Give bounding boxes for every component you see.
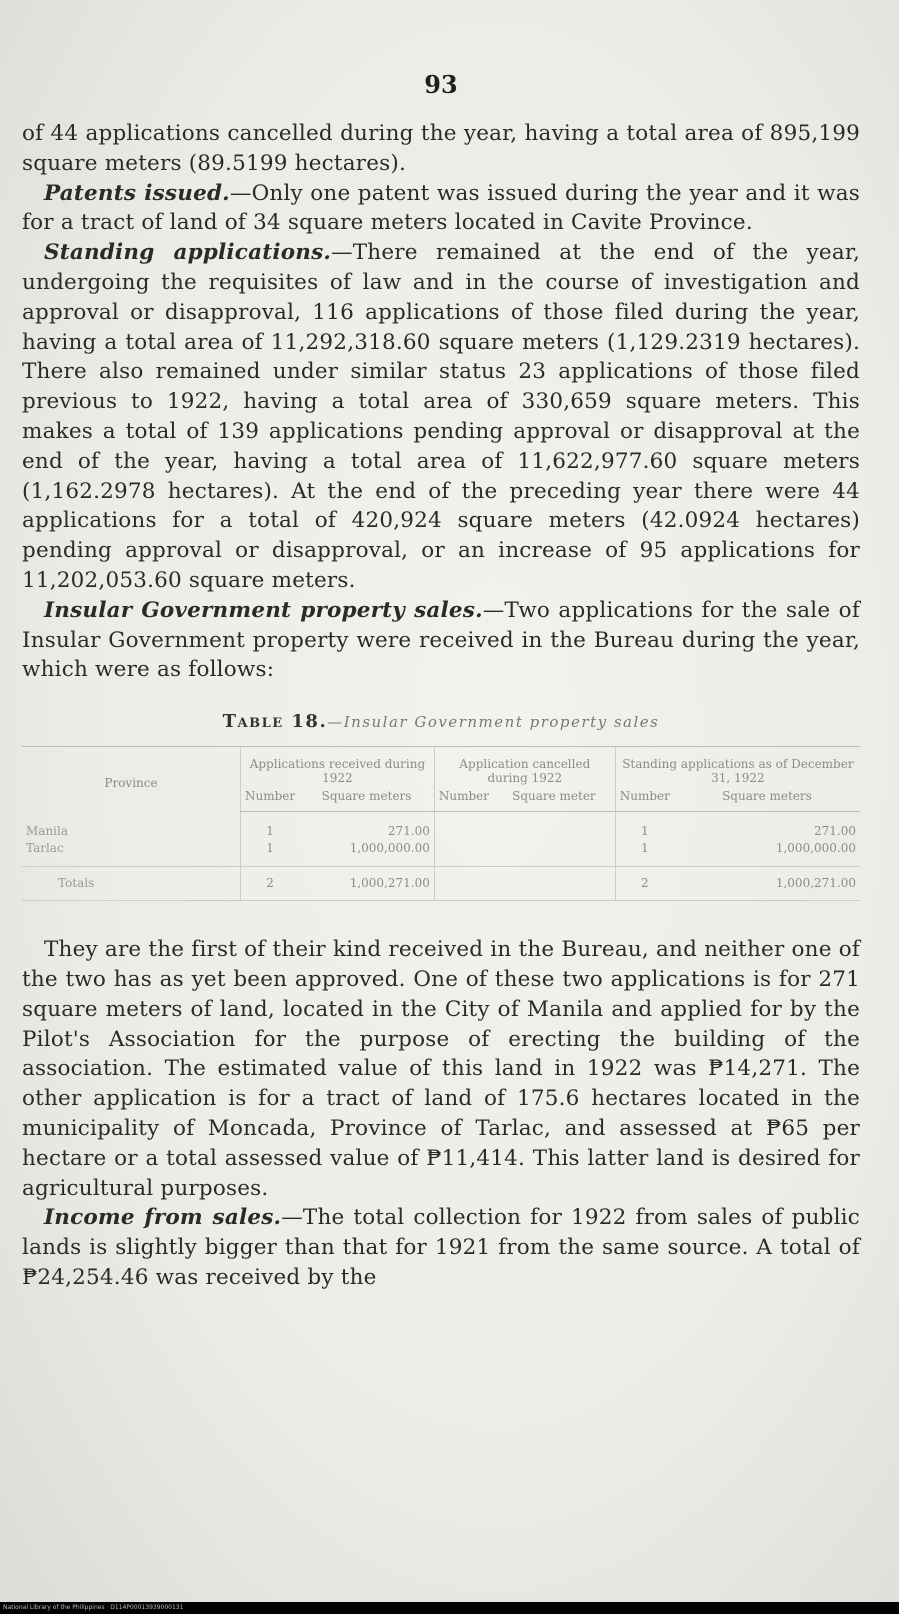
- row-can-sqm: [493, 812, 615, 841]
- paragraph-insular: [22, 596, 860, 685]
- table-row: [22, 840, 860, 867]
- row-rec-sqm: 271.00: [387, 824, 430, 839]
- insular-heading: Insular Government property sales.: [44, 597, 483, 623]
- row-st-sqm: 1,000,000.00: [775, 841, 856, 856]
- row-can-num: [434, 840, 493, 867]
- sub-number: Number: [615, 787, 674, 812]
- sub-sqm: Square meters: [674, 787, 860, 812]
- paragraph-cancelled: of 44 applications cancelled during the year, having a total area of 895,199 square meters (89.5199 hectares).: [22, 121, 860, 176]
- property-sales-table: [22, 746, 860, 901]
- row-can-sqm: [493, 840, 615, 867]
- paragraph-patents: [22, 179, 860, 239]
- income-body: —The total collection for 1922 from sales of public lands is slightly bigger than that for 1921 from the same source. A total of ₱24,254.46 was received by the: [22, 1205, 860, 1290]
- totals-rec-sqm: 1,000,271.00: [299, 867, 434, 901]
- table-row: [22, 812, 860, 841]
- paragraph-first-of-kind: They are the first of their kind received in the Bureau, and neither one of the two has as yet been approved. One of these two applications is for 271 square meters of land, located in the City of Manila and applied for by the Pilot's Association for the purpose of erecting the building of the association. The estimated value of this land in 1922 was ₱14,271. The other application is for a tract of land of 175.6 hectares located in the municipality of Moncada, Province of Tarlac, and assessed at ₱65 per hectare or a total assessed value of ₱11,414. This latter land is desired for agricultural purposes.: [22, 937, 860, 1201]
- table-caption-label: Table 18.: [222, 711, 328, 733]
- table-caption: [22, 711, 860, 732]
- col-province: Province: [22, 747, 241, 812]
- row-province: Tarlac: [26, 841, 64, 856]
- document-page: [22, 70, 860, 1293]
- row-can-num: [434, 812, 493, 841]
- income-heading: Income from sales.: [44, 1205, 282, 1231]
- table-caption-title: —Insular Government property sales: [327, 713, 660, 732]
- sub-number: Number: [241, 787, 300, 812]
- totals-rec-num: 2: [241, 867, 300, 901]
- paragraph-standing: [22, 238, 860, 596]
- insular-body: —Two applications for the sale of Insular Government property were received in the Bureau during the year, which were as follows:: [22, 597, 860, 683]
- row-rec-sqm: 1,000,000.00: [349, 841, 430, 856]
- totals-st-sqm: 1,000,271.00: [674, 867, 860, 901]
- group-standing: Standing applications as of December 31, 1922: [615, 747, 860, 788]
- row-st-num: 1: [615, 812, 674, 841]
- sub-sqm: Square meters: [299, 787, 434, 812]
- row-rec-num: 1: [241, 840, 300, 867]
- row-st-num: 1: [615, 840, 674, 867]
- row-rec-num: 1: [241, 812, 300, 841]
- standing-body: —There remained at the end of the year, undergoing the requisites of law and in the course of investigation and approval or disapproval, 116 applications of those filed during the year, having a total area of 11,292,318.60 square meters (1,129.2319 hectares). There also remained under similar status 23 applications of those filed previous to 1922, having a total area of 330,659 square meters. This makes a total of 139 applications pending approval or disapproval at the end of the year, having a total area of 11,622,977.60 square meters (1,162.2978 hectares). At the end of the preceding year there were 44 applications for a total of 420,924 square meters (42.0924 hectares) pending approval or disapproval, or an increase of 95 applications for 11,202,053.60 square meters.: [22, 240, 860, 593]
- patents-body: —Only one patent was issued during the year and it was for a tract of land of 34 square meters located in Cavite Province.: [22, 180, 860, 236]
- page-number: 93: [424, 70, 458, 99]
- sub-number: Number: [434, 787, 493, 812]
- totals-can-sqm: [493, 867, 615, 901]
- standing-heading: Standing applications.: [44, 240, 332, 266]
- group-cancelled: Application cancelled during 1922: [434, 747, 615, 788]
- totals-can-num: [434, 867, 493, 901]
- totals-st-num: 2: [615, 867, 674, 901]
- totals-row: [22, 867, 860, 901]
- row-province: Manila: [26, 823, 68, 838]
- sub-sqm: Square meter: [493, 787, 615, 812]
- paragraph-income: [22, 1203, 860, 1292]
- scan-footer: National Library of the Philippines · D114P00013939000131: [0, 1602, 899, 1614]
- patents-heading: Patents issued.: [44, 180, 230, 206]
- totals-label: Totals: [22, 867, 241, 901]
- group-received: Applications received during 1922: [241, 747, 435, 788]
- row-st-sqm: 271.00: [814, 824, 856, 839]
